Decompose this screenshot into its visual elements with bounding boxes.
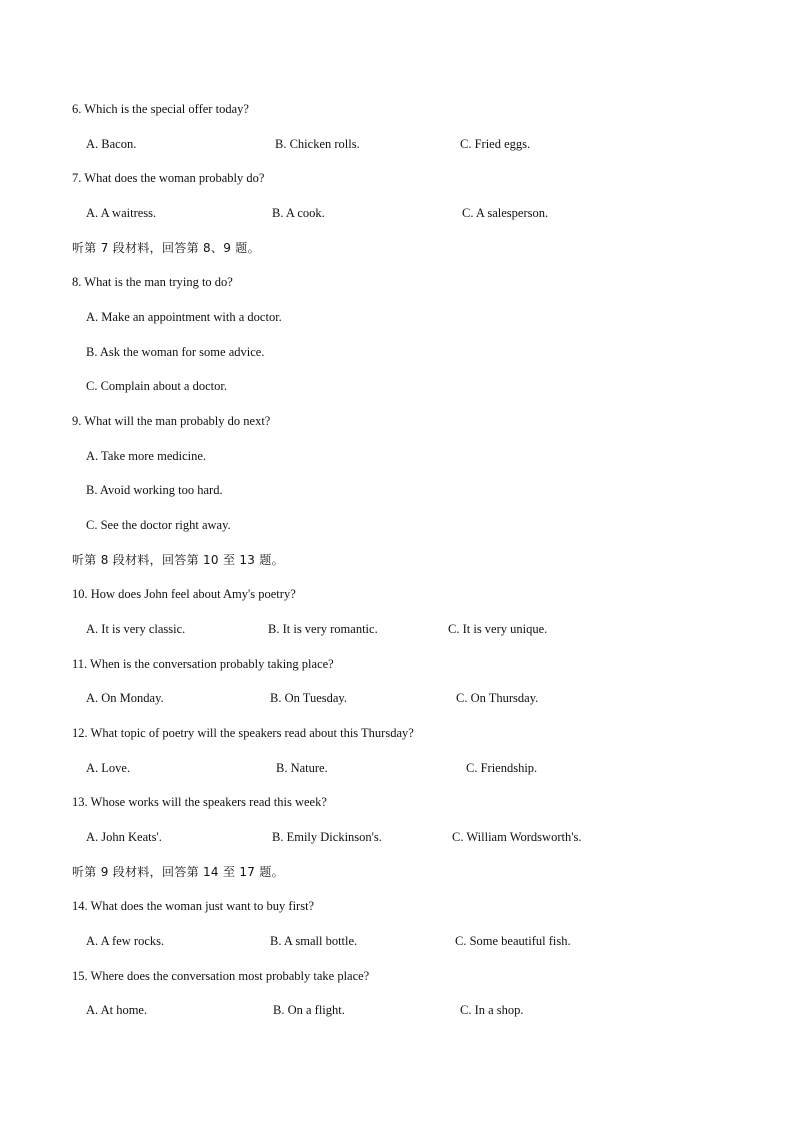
answer-option-c: C. In a shop. bbox=[460, 1003, 524, 1017]
answer-option: C. See the doctor right away. bbox=[86, 518, 231, 532]
answer-option-b: B. It is very romantic. bbox=[268, 622, 378, 636]
question-text: 7. What does the woman probably do? bbox=[72, 171, 265, 185]
question-text: 6. Which is the special offer today? bbox=[72, 102, 249, 116]
answer-option: B. Ask the woman for some advice. bbox=[86, 345, 265, 359]
answer-option-b: B. A cook. bbox=[272, 206, 325, 220]
answer-option-b: B. Emily Dickinson's. bbox=[272, 830, 382, 844]
option-row bbox=[0, 760, 794, 776]
answer-option: A. Take more medicine. bbox=[86, 449, 207, 463]
option-row bbox=[0, 136, 794, 152]
answer-option-a: A. At home. bbox=[86, 1003, 148, 1017]
answer-option: B. Avoid working too hard. bbox=[86, 483, 223, 497]
answer-option-b: B. On a flight. bbox=[273, 1003, 345, 1017]
section-heading: 听第 8 段材料，回答第 10 至 13 题。 bbox=[72, 553, 284, 567]
answer-option-c: C. William Wordsworth's. bbox=[452, 830, 582, 844]
question-text: 12. What topic of poetry will the speakers read about this Thursday? bbox=[72, 726, 414, 740]
answer-option: C. Complain about a doctor. bbox=[86, 379, 227, 393]
question-text: 14. What does the woman just want to buy first? bbox=[72, 899, 315, 913]
section-heading: 听第 9 段材料，回答第 14 至 17 题。 bbox=[72, 865, 284, 879]
answer-option-c: C. Friendship. bbox=[466, 761, 538, 775]
answer-option-a: A. On Monday. bbox=[86, 691, 164, 705]
question-text: 8. What is the man trying to do? bbox=[72, 275, 233, 289]
answer-option-c: C. A salesperson. bbox=[462, 206, 549, 220]
answer-option-a: A. Love. bbox=[86, 761, 131, 775]
answer-option-b: B. Chicken rolls. bbox=[275, 137, 360, 151]
answer-option-c: C. Fried eggs. bbox=[460, 137, 531, 151]
answer-option-a: A. It is very classic. bbox=[86, 622, 186, 636]
answer-option-a: A. A few rocks. bbox=[86, 934, 165, 948]
option-row bbox=[0, 933, 794, 949]
question-text: 15. Where does the conversation most probably take place? bbox=[72, 969, 370, 983]
option-row bbox=[0, 1002, 794, 1018]
answer-option-a: A. John Keats'. bbox=[86, 830, 162, 844]
answer-option-a: A. A waitress. bbox=[86, 206, 157, 220]
question-text: 13. Whose works will the speakers read this week? bbox=[72, 795, 327, 809]
option-row bbox=[0, 829, 794, 845]
option-row bbox=[0, 205, 794, 221]
option-row bbox=[0, 621, 794, 637]
answer-option-a: A. Bacon. bbox=[86, 137, 137, 151]
question-text: 9. What will the man probably do next? bbox=[72, 414, 271, 428]
answer-option-c: C. On Thursday. bbox=[456, 691, 539, 705]
answer-option-b: B. On Tuesday. bbox=[270, 691, 347, 705]
section-heading: 听第 7 段材料，回答第 8、9 题。 bbox=[72, 241, 260, 255]
answer-option-b: B. A small bottle. bbox=[270, 934, 358, 948]
answer-option-c: C. Some beautiful fish. bbox=[455, 934, 571, 948]
option-row bbox=[0, 690, 794, 706]
answer-option-c: C. It is very unique. bbox=[448, 622, 548, 636]
answer-option: A. Make an appointment with a doctor. bbox=[86, 310, 282, 324]
answer-option-b: B. Nature. bbox=[276, 761, 328, 775]
question-text: 11. When is the conversation probably taking place? bbox=[72, 657, 334, 671]
question-text: 10. How does John feel about Amy's poetry? bbox=[72, 587, 296, 601]
